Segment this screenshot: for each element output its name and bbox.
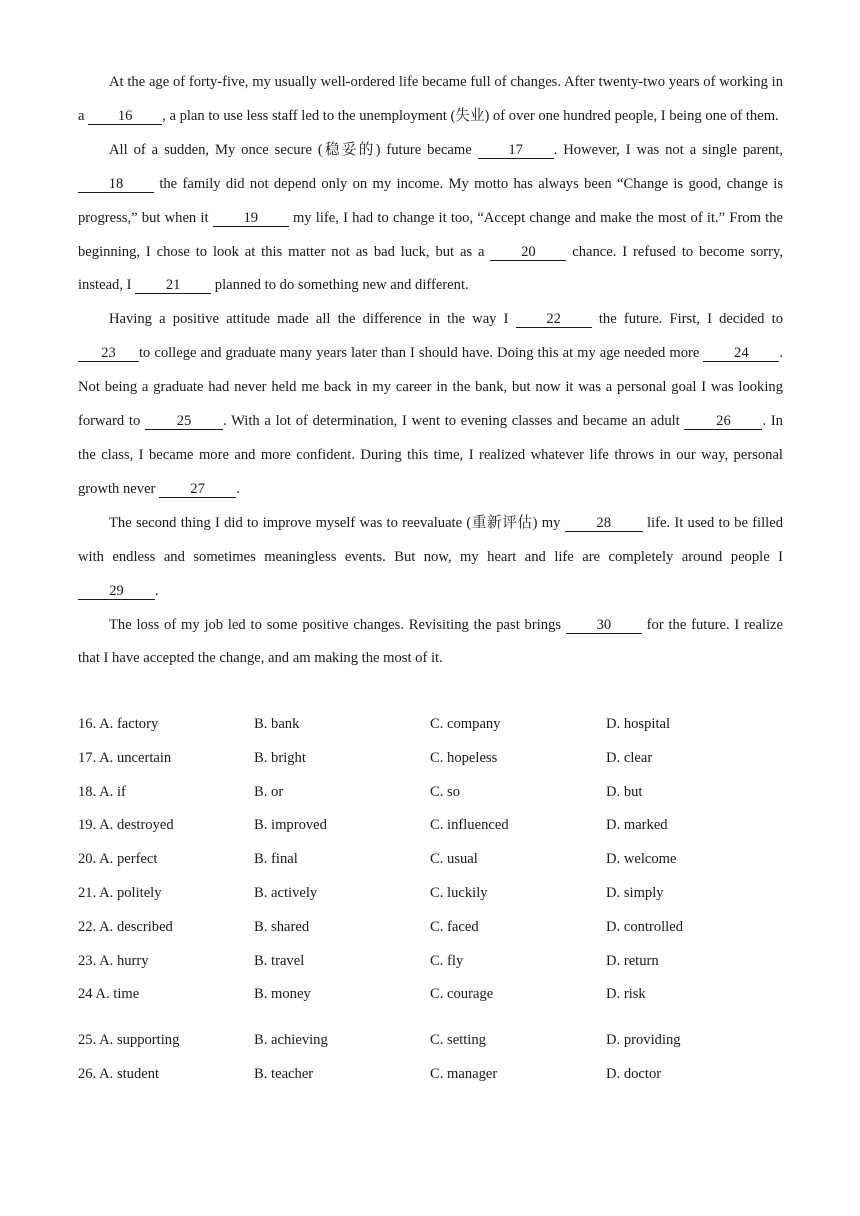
question-row [78,877,783,911]
passage-text: for the future. I realize that I have accepted the change, and am making the most of it. [78,616,783,667]
option-d[interactable]: D. welcome [606,851,677,868]
question-row [78,911,783,945]
answer-blank[interactable]: 18 [78,176,154,193]
option-d[interactable]: D. risk [606,986,646,1003]
question-number: 25. A. [78,1032,114,1049]
passage-paragraph [78,66,783,134]
option-c[interactable]: C. so [430,783,461,800]
question-row [78,1058,783,1092]
question-row [78,809,783,843]
question-number: 18. A. [78,783,114,800]
option-c[interactable]: C. manager [430,1065,498,1082]
question-number: 20. A. [78,851,114,868]
question-row [78,776,783,810]
option-c[interactable]: C. hopeless [430,749,498,766]
passage-text: At the age of forty-five, my usually well-ordered life became full of changes. After twenty-two years of working in a [78,74,783,124]
option-a-text: described [116,918,173,935]
option-a-text: time [113,986,140,1003]
option-a-text: perfect [116,851,158,868]
option-a[interactable] [78,1024,254,1058]
option-b[interactable]: B. improved [254,817,327,834]
option-a[interactable] [78,809,254,843]
passage-text: chance. I refused to become sorry, instead, I [78,243,783,294]
passage-text: . However, I was not a single parent, [553,141,783,158]
option-b[interactable]: B. actively [254,884,318,901]
option-b[interactable]: B. achieving [254,1032,328,1049]
option-b[interactable]: B. teacher [254,1065,314,1082]
passage-text: . With a lot of determination, I went to evening classes and became an adult [223,413,685,430]
option-b[interactable]: B. shared [254,918,310,935]
option-b[interactable]: B. travel [254,952,305,969]
option-d[interactable]: D. marked [606,817,668,834]
answer-blank[interactable]: 29 [78,583,155,600]
question-number: 16. A. [78,716,114,732]
option-d[interactable]: D. hospital [606,716,671,732]
passage-text: . [155,582,159,599]
passage-text: life. It used to be filled with endless and sometimes meaningless events. But now, my heart and life are completely around people I [78,514,783,565]
option-d[interactable]: D. simply [606,884,664,901]
option-b[interactable]: B. or [254,783,284,800]
passage-paragraph [78,507,783,609]
option-a-text: student [116,1065,160,1082]
cloze-passage [78,66,783,676]
option-b[interactable]: B. money [254,986,311,1003]
passage-paragraph [78,609,783,677]
option-c[interactable]: C. fly [430,952,464,969]
option-d[interactable]: D. clear [606,749,653,766]
question-row [78,945,783,979]
option-a[interactable] [78,708,254,742]
option-d[interactable]: D. return [606,952,659,969]
answer-blank[interactable]: 24 [703,345,779,362]
answer-options [78,708,783,1092]
option-a[interactable] [78,1058,254,1092]
question-number: 26. A. [78,1065,114,1082]
passage-text: the future. First, I decided to [591,311,783,328]
option-a[interactable] [78,911,254,945]
option-a-text: politely [116,884,162,901]
answer-blank[interactable]: 25 [145,413,223,430]
option-c[interactable]: C. influenced [430,817,509,834]
question-row [78,1024,783,1058]
option-a-text: if [116,783,126,800]
option-a[interactable] [78,843,254,877]
passage-text: . Not being a graduate had never held me back in my career in the bank, but now it was a personal goal I was looking forward to [78,345,783,430]
option-b[interactable]: B. bright [254,749,306,766]
passage-text: planned to do something new and different. [211,277,469,294]
answer-blank[interactable]: 26 [684,413,762,430]
question-number: 23. A. [78,952,114,969]
option-a-text: factory [116,716,159,732]
question-number: 22. A. [78,918,114,935]
answer-blank[interactable]: 23 [78,345,139,362]
question-number: 17. A. [78,749,114,766]
question-row [78,843,783,877]
option-a[interactable] [78,742,254,776]
option-a[interactable] [78,945,254,979]
answer-blank[interactable]: 22 [516,311,592,328]
answer-blank[interactable]: 27 [159,481,236,498]
answer-blank[interactable]: 19 [213,210,289,227]
question-number: 21. A. [78,884,114,901]
option-d[interactable]: D. providing [606,1032,681,1049]
passage-paragraph [78,303,783,506]
question-row [78,978,783,1012]
answer-blank[interactable]: 21 [135,277,211,294]
passage-text: , a plan to use less staff led to the unemployment (失业) of over one hundred people, I being one of them. [162,107,779,124]
answer-blank[interactable]: 17 [478,142,554,159]
passage-text: The second thing I did to improve myself was to reevaluate (重新评估) my [109,514,565,531]
question-row [78,708,783,742]
passage-text: the family did not depend only on my income. My motto has always been “Change is good, change is progress,” but when it [78,175,783,226]
option-a[interactable] [78,776,254,810]
option-a-text: hurry [116,952,149,969]
answer-blank[interactable]: 30 [566,617,642,634]
answer-blank[interactable]: 16 [88,108,162,125]
answer-blank[interactable]: 28 [565,515,643,532]
option-c[interactable]: C. faced [430,918,479,935]
option-b[interactable]: B. final [254,851,298,868]
passage-text: to college and graduate many years later than I should have. Doing this at my age needed more [139,345,704,362]
option-c[interactable]: C. setting [430,1032,486,1049]
passage-text: . In the class, I became more and more confident. During this time, I realized whatever life throws in our way, personal growth never [78,413,783,497]
option-c[interactable]: C. luckily [430,884,488,901]
passage-text: my life, I had to change it too, “Accept change and make the most of it.” From the beginning, I chose to look at this matter not as bad luck, but as a [78,209,783,260]
option-a[interactable] [78,978,254,1012]
question-row [78,742,783,776]
option-c[interactable]: C. usual [430,851,478,868]
passage-text: All of a sudden, My once secure (稳妥的) future became [109,141,478,158]
question-number: 19. A. [78,817,114,834]
passage-text: The loss of my job led to some positive changes. Revisiting the past brings [109,616,566,633]
answer-blank[interactable]: 20 [490,244,566,261]
option-c[interactable]: C. courage [430,986,494,1003]
option-d[interactable]: D. controlled [606,918,684,935]
option-a-text: supporting [116,1032,180,1049]
option-a[interactable] [78,877,254,911]
option-b[interactable]: B. bank [254,716,300,732]
passage-text: . [236,480,240,497]
option-a-text: destroyed [116,817,174,834]
option-c[interactable]: C. company [430,716,501,732]
option-d[interactable]: D. doctor [606,1065,662,1082]
option-a-text: uncertain [116,749,172,766]
option-d[interactable]: D. but [606,783,643,800]
question-number: 24 A. [78,986,110,1003]
passage-paragraph [78,134,783,304]
passage-text: Having a positive attitude made all the difference in the way I [109,311,516,328]
